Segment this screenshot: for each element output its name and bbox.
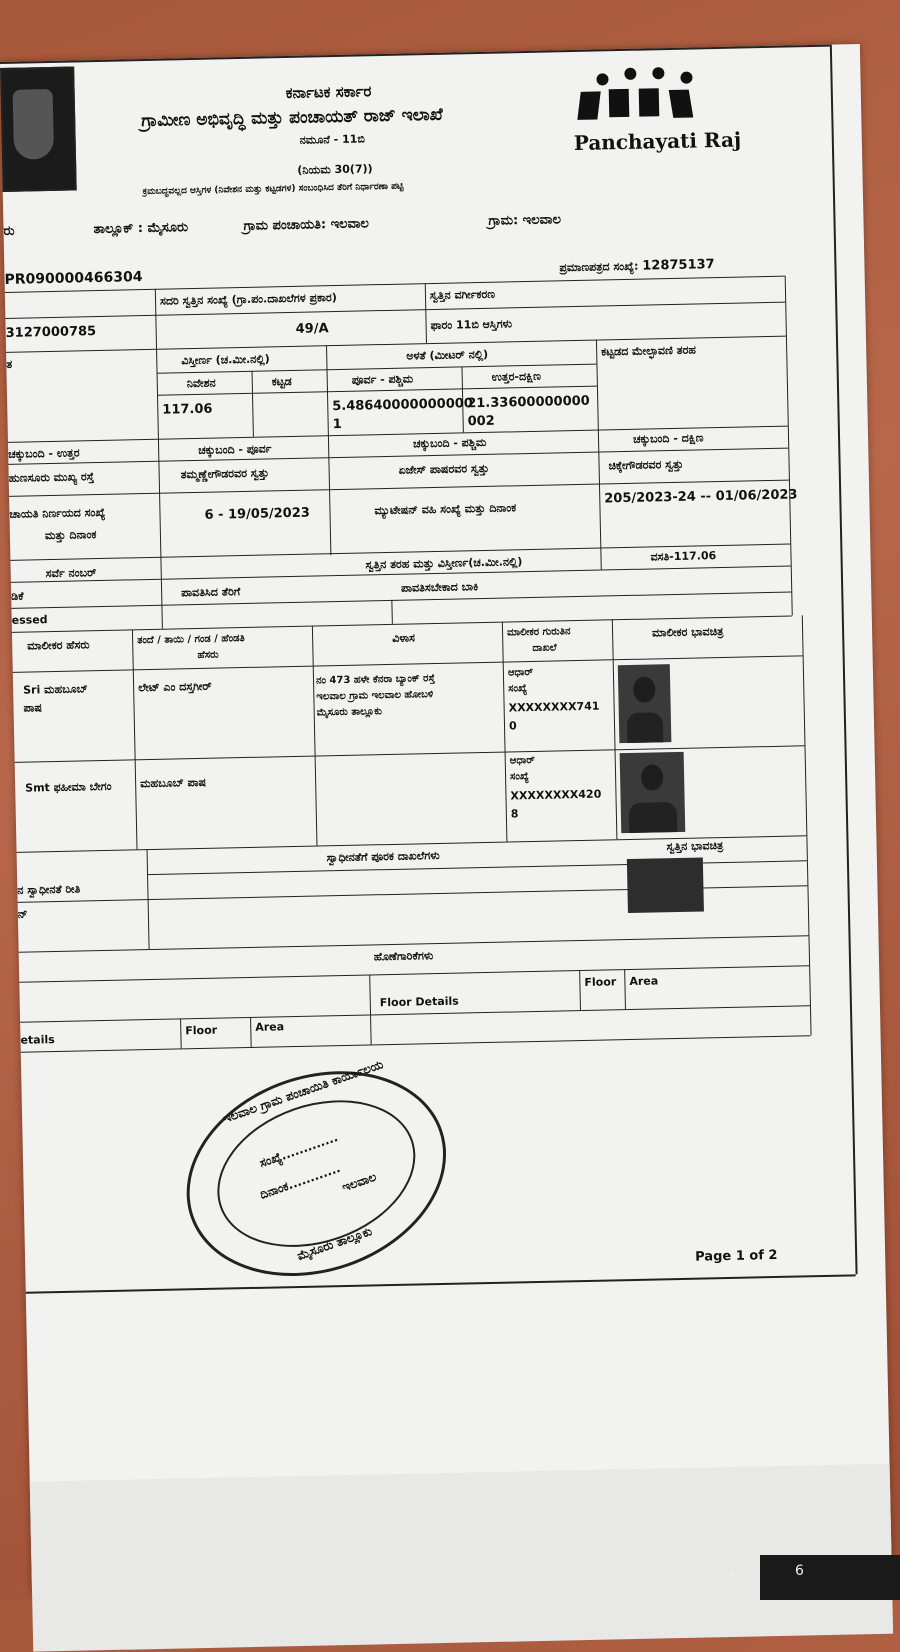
details-partial: etails — [20, 1033, 55, 1047]
assessed-partial: essed — [11, 613, 48, 627]
resolution-label-cont: ಮತ್ತು ದಿನಾಂಕ — [44, 528, 97, 543]
owner-2-id-type: ಆಧಾರ್ — [509, 754, 535, 767]
seal-place: ಇಲವಾಲ — [340, 1169, 379, 1195]
site-label: ನಿವೇಶನ — [186, 376, 216, 391]
building-label: ಕಟ್ಟಡ — [271, 374, 292, 389]
roof-type-label: ಕಟ್ಟಡದ ಮೇಲ್ಛಾವಣಿ ತರಹ — [601, 343, 697, 359]
east-boundary-value: ತಮ್ಮಣ್ಣೇಗೌಡರವರ ಸ್ವತ್ತು — [180, 466, 269, 482]
north-south-value-cont: 002 — [467, 413, 495, 430]
area-label: ವಿಸ್ತೀರ್ಣ (ಚ.ಮೀ.ನಲ್ಲಿ) — [181, 352, 270, 368]
west-boundary-label: ಚಕ್ಕುಬಂದಿ - ಪಶ್ಚಿಮ — [412, 435, 487, 451]
taluk-label: ತಾಲ್ಲೂಕ್ : ಮೈಸೂರು — [93, 220, 189, 238]
east-west-label: ಪೂರ್ವ - ಪಶ್ಚಿಮ — [351, 372, 414, 387]
floor-details-label: Floor Details — [379, 994, 459, 1010]
floor-col-left: Floor — [185, 1023, 218, 1038]
owner-1-id-type: ಆಧಾರ್ — [507, 666, 534, 679]
owner-2-id-number: XXXXXXXX420 — [510, 787, 602, 803]
property-number: 49/A — [295, 321, 329, 337]
background-label-6: 6 — [795, 1563, 804, 1579]
survey-number-label: ಸರ್ವೆ ನಂಬರ್ — [45, 566, 97, 581]
property-photo — [627, 857, 704, 913]
panchayati-raj-logo-icon — [572, 67, 742, 160]
parent-name-header: ತಂದೆ / ತಾಯಿ / ಗಂಡ / ಹೆಂಡತಿ — [137, 633, 245, 647]
owner-1-name-cont: ಪಾಷ — [23, 701, 43, 715]
village-label: ಗ್ರಾಮ: ಇಲವಾಲ — [488, 212, 562, 229]
property-photo-label: ಸ್ವತ್ತಿನ ಭಾವಚಿತ್ರ — [666, 839, 724, 854]
east-boundary-label: ಚಕ್ಕುಬಂದಿ - ಪೂರ್ವ — [198, 442, 272, 457]
dimension-label: ಅಳತೆ (ಮೀಟರ್ ನಲ್ಲಿ) — [406, 347, 489, 363]
owner-name-header: ಮಾಲೀಕರ ಹೆಸರು — [27, 638, 90, 653]
form-number: ನಮೂನೆ - 11ಬಿ — [299, 132, 365, 147]
east-west-value-cont: 1 — [332, 416, 342, 433]
mutation-value: 205/2023-24 -- 01/06/2023 — [604, 487, 798, 507]
cert-number: ಪ್ರಮಾಣಪತ್ರದ ಸಂಖ್ಯೆ: 12875137 — [559, 257, 715, 275]
form-subtitle: ಕ್ರಮಬದ್ಧವಲ್ಲದ ಆಸ್ತಿಗಳ (ನಿವೇಶನ ಮತ್ತು ಕಟ್ಟಡಗಳ) ಸಂಬಂಧಿಸಿದ ತೆರಿಗೆ ನಿರ್ಧಾರಣಾ ಪಟ್ಟಿ — [142, 181, 404, 198]
north-south-label: ಉತ್ತರ-ದಕ್ಷಿಣ — [491, 369, 541, 384]
type-area-label: ಸ್ವತ್ತಿನ ತರಹ ಮತ್ತು ವಿಸ್ತೀರ್ಣ(ಚ.ಮೀ.ನಲ್ಲಿ) — [365, 555, 523, 572]
owner-1-id-number-cont: 0 — [508, 719, 517, 733]
property-number-label: ಸದರಿ ಸ್ವತ್ತಿನ ಸಂಖ್ಯೆ (ಗ್ರಾ.ಪಂ.ದಾಖಲೆಗಳ ಪ್ರಕಾರ) — [159, 290, 337, 308]
owner-1-address-2: ಇಲವಾಲ ಗ್ರಾಮ ಇಲವಾಲ ಹೋಬಳಿ — [316, 689, 434, 703]
owner-1-parent: ಲೇಟ್ ಎಂ ದಸ್ತಗೀರ್ — [137, 679, 212, 695]
gram-panchayat-label: ಗ್ರಾಮ ಪಂಚಾಯತಿ: ಇಲವಾಲ — [243, 216, 370, 234]
seal-number-line: ಸಂಖ್ಯೆ............. — [257, 1130, 340, 1171]
possession-label: ನ ಸ್ವಾಧೀನತೆ ರೀತಿ — [17, 882, 81, 897]
owner-2-photo — [620, 752, 686, 833]
svg-text:Panchayati Raj: Panchayati Raj — [573, 127, 742, 155]
rule-number: (ನಿಯಮ 30(7)) — [297, 162, 373, 177]
classification-value: ಫಾರಂ 11ಬಿ ಆಸ್ತಿಗಳು — [430, 317, 513, 333]
east-west-value: 5.48640000000000 — [332, 396, 474, 415]
owner-1-photo — [618, 664, 672, 743]
property-id: 3127000785 — [5, 324, 97, 341]
owner-2-parent: ಮಹಬೂಬ್ ಪಾಷ — [140, 775, 207, 791]
seal-bottom-text: ಮೈಸೂರು ತಾಲ್ಲೂಕು — [295, 1224, 374, 1264]
north-south-value: 21.33600000000 — [467, 393, 590, 412]
floor-col-right: Floor — [584, 975, 617, 989]
owner-photo-header: ಮಾಲೀಕರ ಭಾವಚಿತ್ರ — [651, 624, 724, 640]
owner-1-id-label: ಸಂಖ್ಯೆ — [508, 683, 528, 695]
row-partial: ನ್ — [17, 907, 28, 921]
pr-number: PR090000466304 — [4, 269, 143, 288]
owner-2-id-number-cont: 8 — [510, 807, 519, 821]
background-object — [760, 1555, 900, 1600]
assessment-table — [5, 274, 864, 1265]
owner-1-name: Sri ಮಹಬೂಬ್ — [23, 682, 88, 697]
owner-1-address: ನಂ 473 ಹಳೇ ಕೆನರಾ ಬ್ಯಾಂಕ್ ರಸ್ತೆ — [315, 673, 436, 687]
document-paper — [0, 44, 892, 1592]
south-boundary-value: ಚಿಕ್ಕೇಗೌಡರವರ ಸ್ವತ್ತು — [608, 457, 684, 473]
district-partial: ರು — [3, 223, 15, 239]
type-area-value: ವಸತಿ-117.06 — [650, 549, 717, 564]
seal-date-line: ದಿನಾಂಕ............ — [258, 1160, 343, 1202]
owner-2-name: Smt ಫಹೀಮಾ ಬೇಗಂ — [25, 779, 112, 795]
liabilities-label: ಹೊಣೆಗಾರಿಕೆಗಳು — [373, 949, 434, 964]
id-doc-header: ಮಾಲೀಕರ ಗುರುತಿನ — [506, 626, 571, 639]
background-label-5: 5 — [728, 1570, 737, 1586]
owner-1-id-number: XXXXXXXX741 — [508, 699, 600, 715]
dept-title: ಗ್ರಾಮೀಣ ಅಭಿವೃದ್ಧಿ ಮತ್ತು ಪಂಚಾಯತ್ ರಾಜ್ ಇಲಾಖೆ — [141, 104, 443, 132]
site-area-value: 117.06 — [162, 401, 213, 418]
north-boundary-value: ಹುಣಸೂರು ಮುಖ್ಯ ರಸ್ತೆ — [8, 470, 95, 485]
area-col-left: Area — [255, 1020, 285, 1034]
paid-tax-label: ಪಾವತಿಸಿದ ತೆರಿಗೆ — [181, 585, 241, 600]
due-label: ಪಾವತಿಸಬೇಕಾದ ಬಾಕಿ — [400, 580, 479, 595]
govt-title: ಕರ್ನಾಟಕ ಸರ್ಕಾರ — [285, 82, 372, 103]
resolution-value: 6 - 19/05/2023 — [204, 505, 311, 523]
owner-1-address-3: ಮೈಸೂರು ತಾಲ್ಲೂಕು — [316, 706, 382, 719]
north-boundary-label: ಚಕ್ಕುಬಂದಿ - ಉತ್ತರ — [8, 446, 80, 461]
west-boundary-value: ಏಜೇಸ್ ಪಾಷರವರ ಸ್ವತ್ತು — [398, 461, 490, 477]
classification-label: ಸ್ವತ್ತಿನ ವರ್ಗೀಕರಣ — [429, 287, 496, 303]
page-number: Page 1 of 2 — [695, 1247, 778, 1265]
parent-name-header-cont: ಹೆಸರು — [197, 649, 219, 661]
seal-top-text: ಇಲವಾಲ ಗ್ರಾಮ ಪಂಚಾಯಿತಿ ಕಾರ್ಯಾಲಯ — [220, 1057, 385, 1126]
row-label-partial: ತ — [6, 357, 13, 371]
area-col-right: Area — [629, 974, 659, 989]
mutation-label: ಮ್ಯುಟೇಷನ್ ವಹಿ ಸಂಖ್ಯೆ ಮತ್ತು ದಿನಾಂಕ — [374, 501, 517, 518]
id-doc-header-cont: ದಾಖಲೆ — [532, 642, 557, 654]
address-header: ವಿಳಾಸ — [392, 631, 416, 645]
south-boundary-label: ಚಕ್ಕುಬಂದಿ - ದಕ್ಷಿಣ — [632, 431, 704, 446]
karnataka-emblem-icon — [0, 66, 77, 192]
tax-row-partial: ಡಿಕೆ — [11, 589, 24, 603]
owner-2-id-label: ಸಂಖ್ಯೆ — [509, 771, 530, 783]
resolution-label: ಚಾಯತಿ ನಿರ್ಣಯದ ಸಂಖ್ಯೆ — [9, 505, 106, 521]
supporting-docs-label: ಸ್ವಾಧೀನತೆಗೆ ಪೂರಕ ದಾಖಲೆಗಳು — [326, 848, 440, 865]
